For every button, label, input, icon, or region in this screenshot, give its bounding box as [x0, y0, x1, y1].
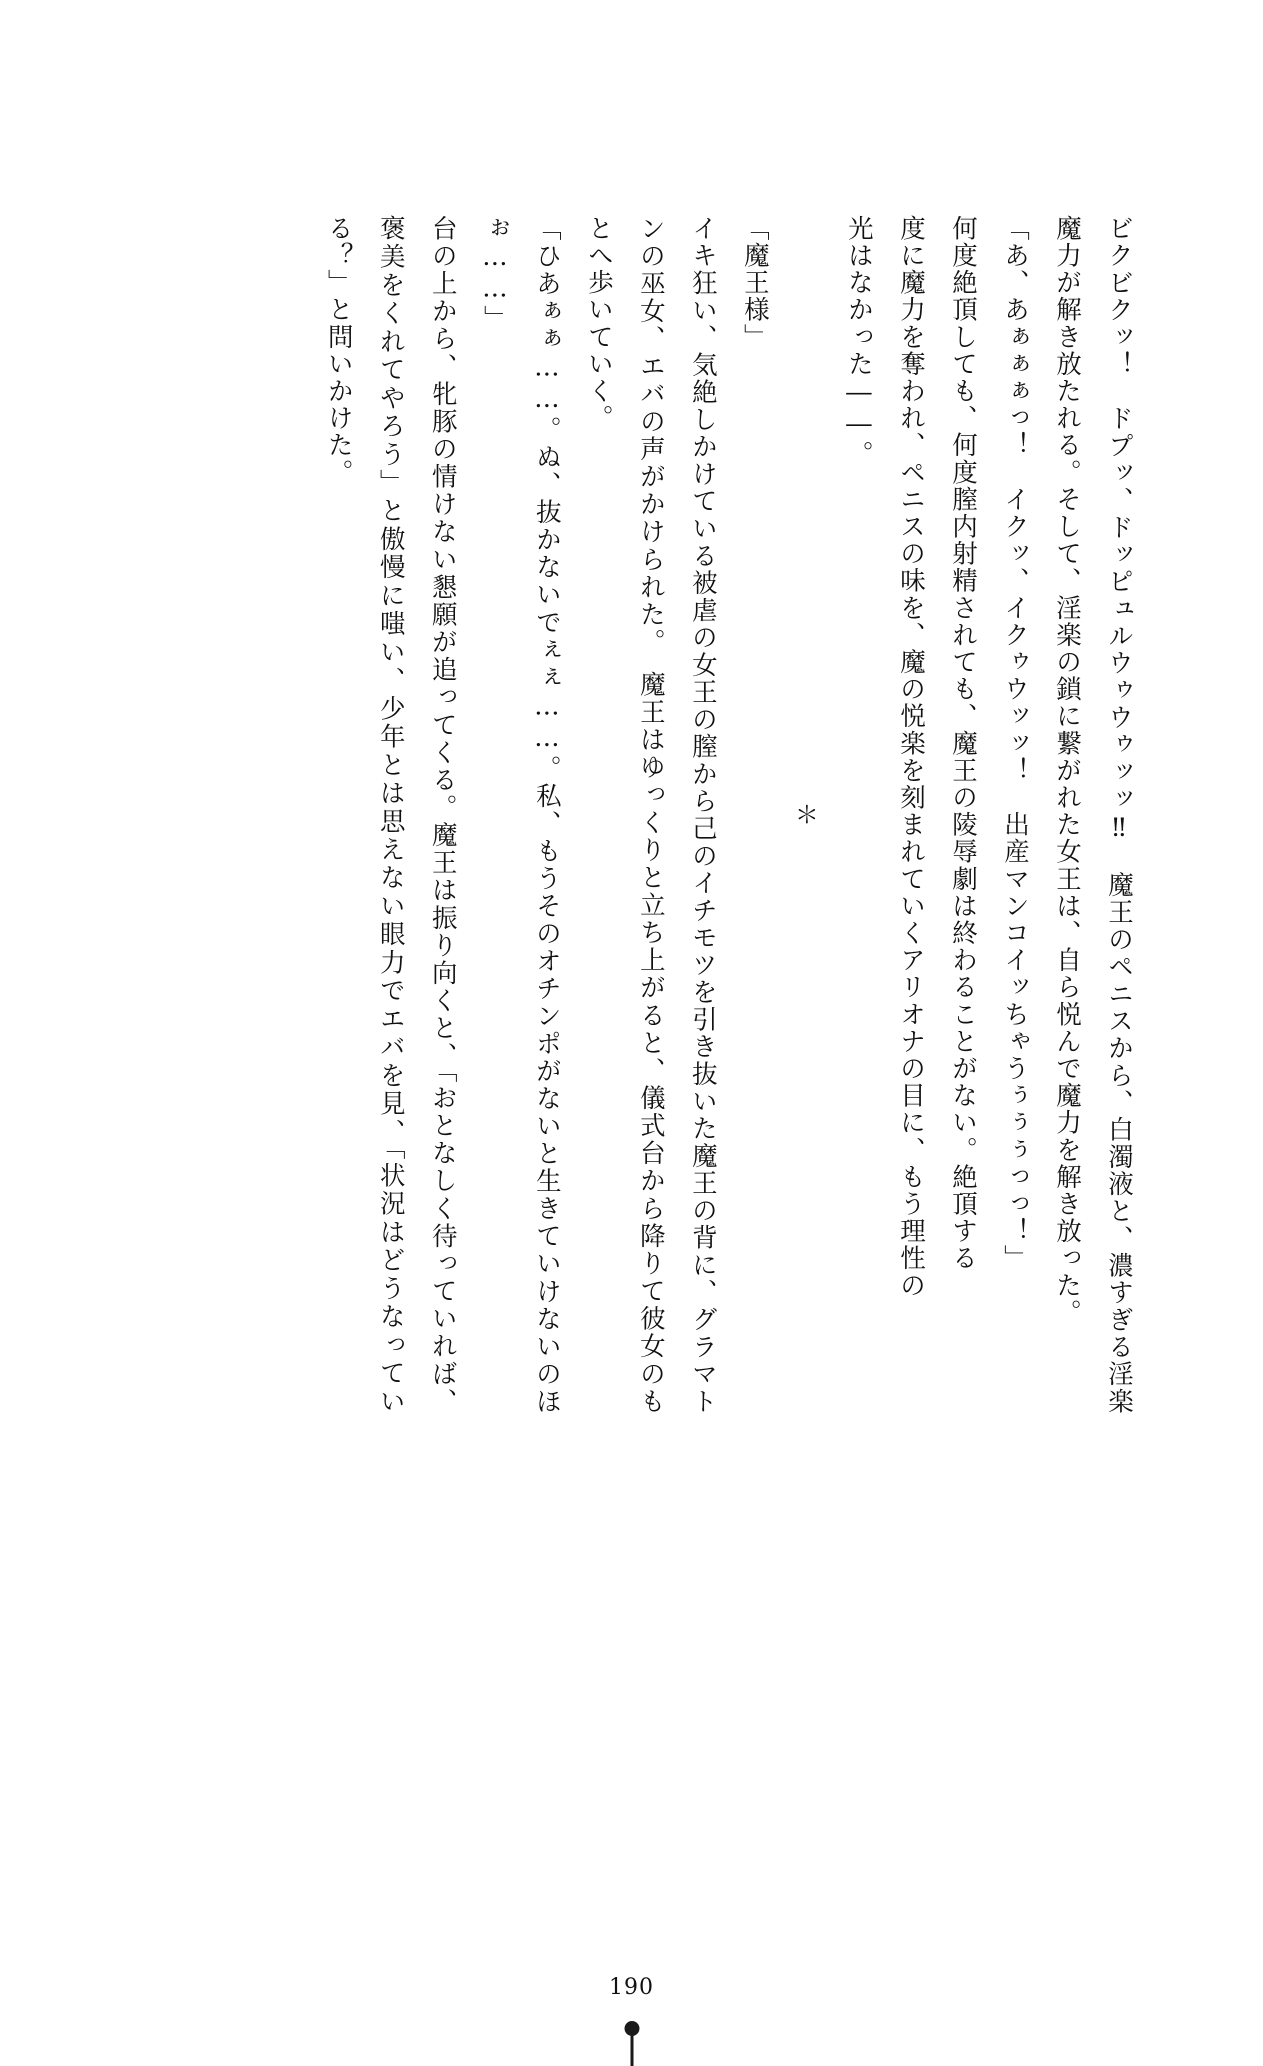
page-number: 190: [609, 1975, 654, 2000]
page-text-body: [115, 215, 1145, 1415]
footer-rule-ornament: [630, 2030, 633, 2066]
scene-break: [781, 215, 833, 1415]
paragraph-4: 度に魔力を奪われ、ペニスの味を、魔の悦楽を刻まれていくアリオナの目に、もう理性の: [895, 215, 926, 1299]
scene-break-mark: ＊: [794, 800, 819, 829]
paragraph-1: ビクビクッ！ ドプッ、ドッピュルウゥウゥッッ‼ 魔王のペニスから、白濁液と、濃すぎる淫楽魔力が解き放たれる。そして、淫楽の鎖に繋がれた女王は、自ら悦んで魔力を解き放った。: [1051, 215, 1134, 1415]
paragraph-9: 台の上から、牝豚の情けない懇願が追ってくる。魔王は振り向くと、「おとなしく待っていれば、褒美をくれてやろう」と傲慢に嗤い、少年とは思えない眼力でエバを見、「状況はどうなっている？」と問いかけた。: [323, 215, 458, 1415]
paragraph-2: 「あ、あぁぁぁっ！ イクッ、イクゥウッッ！ 出産マンコイッちゃうぅぅぅっっ！」: [999, 215, 1030, 1272]
paragraph-6: 「魔王様」: [739, 215, 770, 351]
paragraph-3: 何度絶頂しても、何度膣内射精されても、魔王の陵辱劇は終わることがない。絶頂する: [947, 215, 978, 1272]
paragraph-8: 「ひあぁぁ……。ぬ、抜かないでぇぇ……。私、もうそのオチンポがないと生きていけないのほぉ……」: [479, 215, 562, 1415]
paragraph-5: 光はなかった――。: [843, 215, 874, 468]
paragraph-7: イキ狂い、気絶しかけている被虐の女王の膣から己のイチモツを引き抜いた魔王の背に、グラマトンの巫女、エバの声がかけられた。 魔王はゆっくりと立ち上がると、儀式台から降りて彼女のもとへ歩いていく。: [583, 215, 718, 1415]
